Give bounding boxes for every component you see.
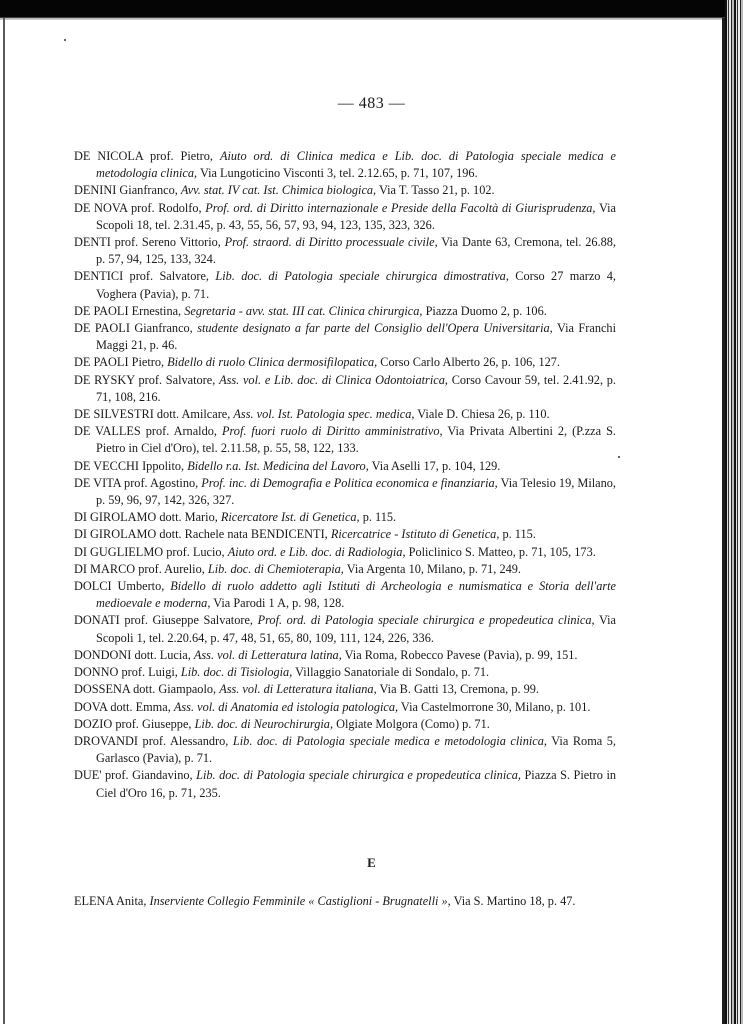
entry-role: Prof. inc. di Demografia e Politica economica e finanziaria, <box>201 475 498 490</box>
directory-entry <box>74 354 616 371</box>
entry-name: DONNO prof. Luigi, <box>74 665 178 680</box>
entry-role: Lib. doc. di Chemioterapia, <box>207 561 344 576</box>
entry-role: Aiuto ord. di Clinica medica e Lib. doc. di Patologia speciale medica e metodologia clinica, <box>96 149 617 181</box>
entry-role: Ricercatore Ist. di Genetica, <box>220 510 360 525</box>
entry-role: Ass. vol. di Anatomia ed istologia patologica, <box>173 699 399 714</box>
entry-name: DOVA dott. Emma, <box>74 699 171 714</box>
entry-name: DE NOVA prof. Rodolfo, <box>74 200 202 215</box>
entry-address-pages: Viale D. Chiesa 26, p. 110. <box>417 407 550 422</box>
entry-address-pages: Piazza S. Pietro in Ciel d'Oro 16, p. 71, 235. <box>96 768 617 800</box>
scan-speck <box>618 456 620 458</box>
entry-name: DOSSENA dott. Giampaolo, <box>74 682 217 697</box>
entry-role: Lib. doc. di Patologia speciale chirurgica e propedeutica clinica, <box>196 768 521 783</box>
entry-address-pages: Via Argenta 10, Milano, p. 71, 249. <box>346 561 521 576</box>
entry-address-pages: Via S. Martino 18, p. 47. <box>453 894 576 908</box>
directory-entry <box>74 526 616 543</box>
directory-entry <box>74 320 616 354</box>
entry-name: DE PAOLI Ernestina, <box>74 303 182 318</box>
entry-name: DENTI prof. Sereno Vittorio, <box>74 235 221 250</box>
entry-role: Lib. doc. di Tisiologia, <box>180 665 293 680</box>
entry-role: Segretaria - avv. stat. III cat. Clinica chirurgica, <box>184 303 423 318</box>
entry-role: Ricercatrice - Istituto di Genetica, <box>330 527 500 542</box>
entry-role: Bidello r.a. Ist. Medicina del Lavoro, <box>187 458 369 473</box>
entry-name: DI MARCO prof. Aurelio, <box>74 561 205 576</box>
entry-address-pages: p. 115. <box>502 527 536 542</box>
directory-entry <box>74 681 616 698</box>
entry-address-pages: p. 115. <box>362 510 397 525</box>
entry-role: Prof. ord. di Diritto internazionale e Preside della Facoltà di Giurisprudenza, <box>205 200 596 215</box>
entry-address-pages: Via Telesio 19, Milano, p. 59, 96, 97, 142, 326, 327. <box>96 475 616 508</box>
entry-name: DI GUGLIELMO prof. Lucio, <box>74 544 225 559</box>
entry-role: Lib. doc. di Neurochirurgia, <box>194 716 334 731</box>
entry-role: Aiuto ord. e Lib. doc. di Radiologia, <box>227 544 406 559</box>
entry-role: Ass. vol. di Letteratura latina, <box>193 647 342 662</box>
entry-role: Ass. vol. e Lib. doc. di Clinica Odontoiatrica, <box>219 372 448 387</box>
entry-name: DE SILVESTRI dott. Amilcare, <box>74 407 231 422</box>
directory-entry <box>74 699 616 716</box>
entry-name: DE PAOLI Gianfranco, <box>74 321 193 336</box>
entry-name: DENINI Gianfranco, <box>74 183 178 198</box>
entry-name: DONDONI dott. Lucia, <box>74 647 191 662</box>
directory-entry <box>74 767 616 801</box>
directory-entry <box>74 200 616 234</box>
entry-name: ELENA Anita, <box>74 894 147 908</box>
entry-address-pages: Corso Cavour 59, tel. 2.41.92, p. 71, 108, 216. <box>96 372 617 404</box>
scan-top-border-fringe <box>0 17 743 20</box>
entry-address-pages: Via Roma 5, Garlasco (Pavia), p. 71. <box>96 733 616 766</box>
directory-entry <box>74 303 616 320</box>
directory-entry <box>74 509 616 526</box>
directory-entries-d <box>74 148 616 802</box>
entry-name: DE VALLES prof. Arnaldo, <box>74 424 217 439</box>
entry-address-pages: Via Franchi Maggi 21, p. 46. <box>96 321 616 353</box>
directory-entry <box>74 406 616 423</box>
entry-address-pages: Via Parodi 1 A, p. 98, 128. <box>213 596 345 611</box>
entry-address-pages: Olgiate Molgora (Como) p. 71. <box>336 716 490 731</box>
entry-role: Prof. fuori ruolo di Diritto amministrativo, <box>221 424 443 439</box>
directory-entry <box>74 268 616 302</box>
scan-left-edge <box>3 18 5 1024</box>
entry-name: DE VITA prof. Agostino, <box>74 475 199 490</box>
entry-role: Bidello di ruolo Clinica dermosifilopatica, <box>167 355 378 370</box>
directory-entry <box>74 475 616 509</box>
scan-speck <box>64 39 66 41</box>
page-number: — 483 — <box>337 95 406 112</box>
entry-name: DOZIO prof. Giuseppe, <box>74 716 192 731</box>
directory-entry <box>74 423 616 457</box>
entry-role: Bidello di ruolo addetto agli Istituti di Archeologia e numismatica e Storia dell'arte medioevale e moderna, <box>96 579 616 611</box>
entry-name: DI GIROLAMO dott. Mario, <box>74 510 218 525</box>
directory-entry <box>74 234 616 268</box>
entry-name: DE PAOLI Pietro, <box>74 355 165 370</box>
entry-role: Lib. doc. di Patologia speciale chirurgica dimostrativa, <box>215 269 509 284</box>
entry-name: DUE' prof. Giandavino, <box>74 768 193 783</box>
directory-entry <box>74 612 616 646</box>
entry-role: Ass. vol. di Letteratura italiana, <box>219 682 377 697</box>
directory-entry <box>74 182 616 199</box>
directory-entry <box>74 716 616 733</box>
entry-address-pages: Via Privata Albertini 2, (P.zza S. Pietro in Ciel d'Oro), tel. 2.11.58, p. 55, 58, 122, 133. <box>96 424 617 456</box>
entry-name: DE VECCHI Ippolito, <box>74 458 185 473</box>
entry-role: Ass. vol. Ist. Patologia spec. medica, <box>233 407 415 422</box>
directory-entry <box>74 733 616 767</box>
entry-address-pages: Piazza Duomo 2, p. 106. <box>425 303 547 318</box>
entry-address-pages: Via Scopoli 18, tel. 2.31.45, p. 43, 55, 56, 57, 93, 94, 123, 135, 323, 326. <box>96 200 616 232</box>
entry-name: DONATI prof. Giuseppe Salvatore, <box>74 613 254 628</box>
entry-address-pages: Via Lungoticino Visconti 3, tel. 2.12.65, p. 71, 107, 196. <box>199 166 478 181</box>
directory-entry <box>74 561 616 578</box>
entry-name: DE RYSKY prof. Salvatore, <box>74 372 216 387</box>
directory-entry <box>74 647 616 664</box>
entry-name: DENTICI prof. Salvatore, <box>74 269 209 284</box>
entry-role: Prof. straord. di Diritto processuale civile, <box>224 235 438 250</box>
entry-address-pages: Via Aselli 17, p. 104, 129. <box>371 458 501 473</box>
directory-entries-e <box>38 893 606 910</box>
directory-entry <box>74 372 616 406</box>
directory-entry <box>74 544 616 561</box>
entry-role: studente designato a far parte del Consiglio dell'Opera Universitaria, <box>197 321 553 336</box>
entry-address-pages: Villaggio Sanatoriale di Sondalo, p. 71. <box>295 665 490 680</box>
entry-address-pages: Corso Carlo Alberto 26, p. 106, 127. <box>380 355 560 370</box>
entry-address-pages: Via T. Tasso 21, p. 102. <box>379 183 495 198</box>
entry-role: Inserviente Collegio Femminile « Castiglioni - Brugnatelli », <box>149 894 451 908</box>
directory-entry <box>74 458 616 475</box>
directory-entry <box>74 578 616 612</box>
directory-entry <box>38 893 606 910</box>
entry-name: DOLCI Umberto, <box>74 579 165 594</box>
entry-address-pages: Policlinico S. Matteo, p. 71, 105, 173. <box>408 544 596 559</box>
directory-entry <box>74 664 616 681</box>
entry-address-pages: Via Roma, Robecco Pavese (Pavia), p. 99, 151. <box>344 647 578 662</box>
entry-name: DROVANDI prof. Alessandro, <box>74 733 229 748</box>
scan-top-border <box>0 0 743 18</box>
section-heading-e: E <box>367 855 376 870</box>
entry-address-pages: Via B. Gatti 13, Cremona, p. 99. <box>379 682 539 697</box>
entry-role: Prof. ord. di Patologia speciale chirurgica e propedeutica clinica, <box>257 613 595 628</box>
entry-name: DI GIROLAMO dott. Rachele nata BENDICENTI, <box>74 527 328 542</box>
directory-entry <box>74 148 616 182</box>
entry-address-pages: Via Dante 63, Cremona, tel. 26.88, p. 57, 94, 125, 133, 324. <box>96 235 616 267</box>
entry-address-pages: Corso 27 marzo 4, Voghera (Pavia), p. 71. <box>96 269 617 301</box>
entry-address-pages: Via Scopoli 1, tel. 2.20.64, p. 47, 48, 51, 65, 80, 109, 111, 124, 226, 336. <box>96 613 616 645</box>
entry-name: DE NICOLA prof. Pietro, <box>74 149 214 163</box>
entry-role: Avv. stat. IV cat. Ist. Chimica biologica, <box>180 183 377 198</box>
entry-address-pages: Via Castelmorrone 30, Milano, p. 101. <box>400 699 591 714</box>
entry-role: Lib. doc. di Patologia speciale medica e metodologia clinica, <box>232 733 547 748</box>
